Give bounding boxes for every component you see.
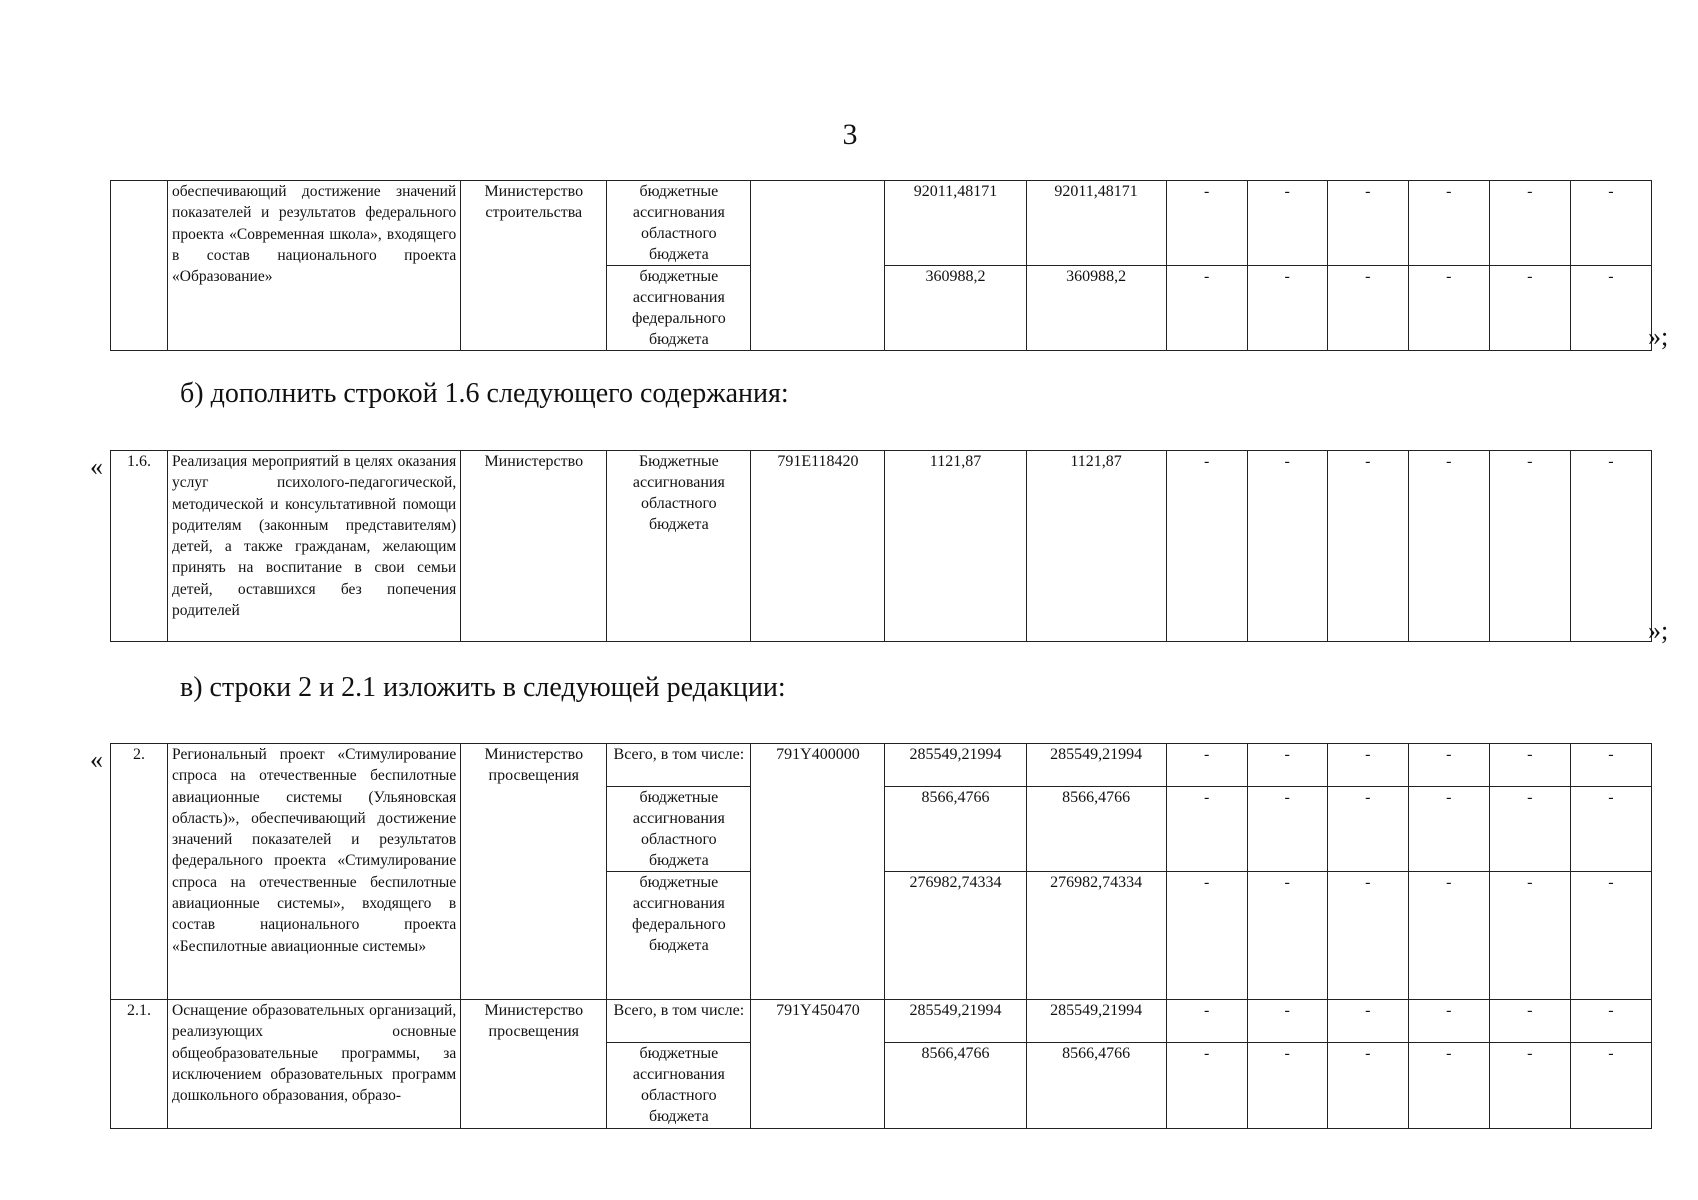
value-cell: 360988,2	[885, 266, 1026, 351]
dash-cell: -	[1327, 744, 1408, 787]
description-cell: Региональный проект «Стимулирование спроса на отечественные беспилотные авиационные системы (Ульяновская область)», обеспечивающий достижение значений показателей и результатов федерального проекта «Стимулирование спроса на отечественные беспилотные авиационные системы», входящего в состав национального проекта «Беспилотные авиационные системы»	[168, 744, 461, 1000]
dash-cell: -	[1247, 1043, 1327, 1129]
dash-cell: -	[1408, 1043, 1489, 1129]
num-cell: 1.6.	[111, 451, 168, 642]
dash-cell: -	[1166, 744, 1247, 787]
value-cell: 1121,87	[885, 451, 1026, 642]
dash-cell: -	[1327, 181, 1408, 266]
opening-quote: «	[90, 452, 103, 481]
source-cell: Всего, в том числе:	[607, 744, 751, 787]
dash-cell: -	[1247, 787, 1327, 872]
code-cell: 791Y450470	[751, 1000, 885, 1129]
description-cell: Реализация мероприятий в целях оказания услуг психолого-педагогической, методической и консультативной помощи родителям (законным представителям) детей, а также гражданам, желающим принять на воспитание в свои семьи детей, оставшихся без попечения родителей	[168, 451, 461, 642]
dash-cell: -	[1408, 181, 1489, 266]
table-row	[111, 451, 1652, 642]
table-row	[111, 1000, 1652, 1043]
value-cell: 8566,4766	[1026, 787, 1166, 872]
dash-cell: -	[1489, 1000, 1570, 1043]
value-cell: 285549,21994	[885, 1000, 1026, 1043]
dash-cell: -	[1489, 181, 1570, 266]
num-cell: 2.1.	[111, 1000, 168, 1129]
dash-cell: -	[1247, 744, 1327, 787]
closing-quote: »;	[1648, 616, 1669, 645]
value-cell: 285549,21994	[1026, 1000, 1166, 1043]
dash-cell: -	[1327, 787, 1408, 872]
source-cell: Всего, в том числе:	[607, 1000, 751, 1043]
dash-cell: -	[1247, 1000, 1327, 1043]
value-cell: 8566,4766	[885, 787, 1026, 872]
table-continuation	[110, 180, 1652, 351]
dash-cell: -	[1570, 1043, 1651, 1129]
dash-cell: -	[1166, 787, 1247, 872]
code-cell	[751, 181, 885, 351]
table-rows-2-2-1	[110, 743, 1652, 1129]
dash-cell: -	[1408, 1000, 1489, 1043]
dash-cell: -	[1570, 266, 1651, 351]
dash-cell: -	[1166, 872, 1247, 1000]
dash-cell: -	[1570, 1000, 1651, 1043]
source-cell: бюджетные ассигнования федерального бюджета	[607, 872, 751, 1000]
page-number: 3	[842, 118, 858, 151]
source-cell: бюджетные ассигнования областного бюджета	[607, 787, 751, 872]
dash-cell: -	[1327, 872, 1408, 1000]
table-row-1-6	[110, 450, 1652, 642]
dash-cell: -	[1489, 1043, 1570, 1129]
source-cell: бюджетные ассигнования федерального бюджета	[607, 266, 751, 351]
paragraph-c: в) строки 2 и 2.1 изложить в следующей редакции:	[180, 672, 786, 703]
source-cell: бюджетные ассигнования областного бюджета	[607, 1043, 751, 1129]
value-cell: 8566,4766	[885, 1043, 1026, 1129]
dash-cell: -	[1408, 451, 1489, 642]
executor-cell: Министерство	[461, 451, 607, 642]
dash-cell: -	[1327, 1043, 1408, 1129]
dash-cell: -	[1489, 787, 1570, 872]
dash-cell: -	[1247, 181, 1327, 266]
source-cell: Бюджетные ассигнования областного бюджета	[607, 451, 751, 642]
executor-cell: Министерство просвещения	[461, 744, 607, 1000]
code-cell: 791E118420	[751, 451, 885, 642]
dash-cell: -	[1570, 787, 1651, 872]
executor-cell: Министерство строительства	[461, 181, 607, 351]
dash-cell: -	[1408, 266, 1489, 351]
value-cell: 285549,21994	[885, 744, 1026, 787]
opening-quote: «	[90, 745, 103, 774]
value-cell: 8566,4766	[1026, 1043, 1166, 1129]
code-cell: 791Y400000	[751, 744, 885, 1000]
dash-cell: -	[1327, 451, 1408, 642]
dash-cell: -	[1327, 1000, 1408, 1043]
dash-cell: -	[1166, 1043, 1247, 1129]
dash-cell: -	[1247, 872, 1327, 1000]
dash-cell: -	[1489, 744, 1570, 787]
dash-cell: -	[1570, 451, 1651, 642]
dash-cell: -	[1166, 451, 1247, 642]
dash-cell: -	[1570, 744, 1651, 787]
paragraph-b: б) дополнить строкой 1.6 следующего содержания:	[180, 378, 789, 409]
dash-cell: -	[1327, 266, 1408, 351]
dash-cell: -	[1408, 744, 1489, 787]
description-cell: Оснащение образовательных организаций, реализующих основные общеобразовательные программы, за исключением образовательных программ дошкольного образования, образо-	[168, 1000, 461, 1129]
value-cell: 276982,74334	[1026, 872, 1166, 1000]
dash-cell: -	[1166, 181, 1247, 266]
dash-cell: -	[1408, 787, 1489, 872]
value-cell: 1121,87	[1026, 451, 1166, 642]
value-cell: 360988,2	[1026, 266, 1166, 351]
closing-quote: »;	[1648, 322, 1669, 351]
table-row	[111, 181, 1652, 266]
dash-cell: -	[1408, 872, 1489, 1000]
dash-cell: -	[1489, 266, 1570, 351]
executor-cell: Министерство просвещения	[461, 1000, 607, 1129]
dash-cell: -	[1247, 266, 1327, 351]
dash-cell: -	[1166, 266, 1247, 351]
dash-cell: -	[1489, 872, 1570, 1000]
value-cell: 285549,21994	[1026, 744, 1166, 787]
dash-cell: -	[1570, 872, 1651, 1000]
description-cell: обеспечивающий достижение значений показателей и результатов федерального проекта «Современная школа», входящего в состав национального проекта «Образование»	[168, 181, 461, 351]
dash-cell: -	[1166, 1000, 1247, 1043]
dash-cell: -	[1247, 451, 1327, 642]
value-cell: 276982,74334	[885, 872, 1026, 1000]
table-row	[111, 744, 1652, 787]
value-cell: 92011,48171	[885, 181, 1026, 266]
source-cell: бюджетные ассигнования областного бюджета	[607, 181, 751, 266]
num-cell	[111, 181, 168, 351]
value-cell: 92011,48171	[1026, 181, 1166, 266]
dash-cell: -	[1489, 451, 1570, 642]
num-cell: 2.	[111, 744, 168, 1000]
dash-cell: -	[1570, 181, 1651, 266]
